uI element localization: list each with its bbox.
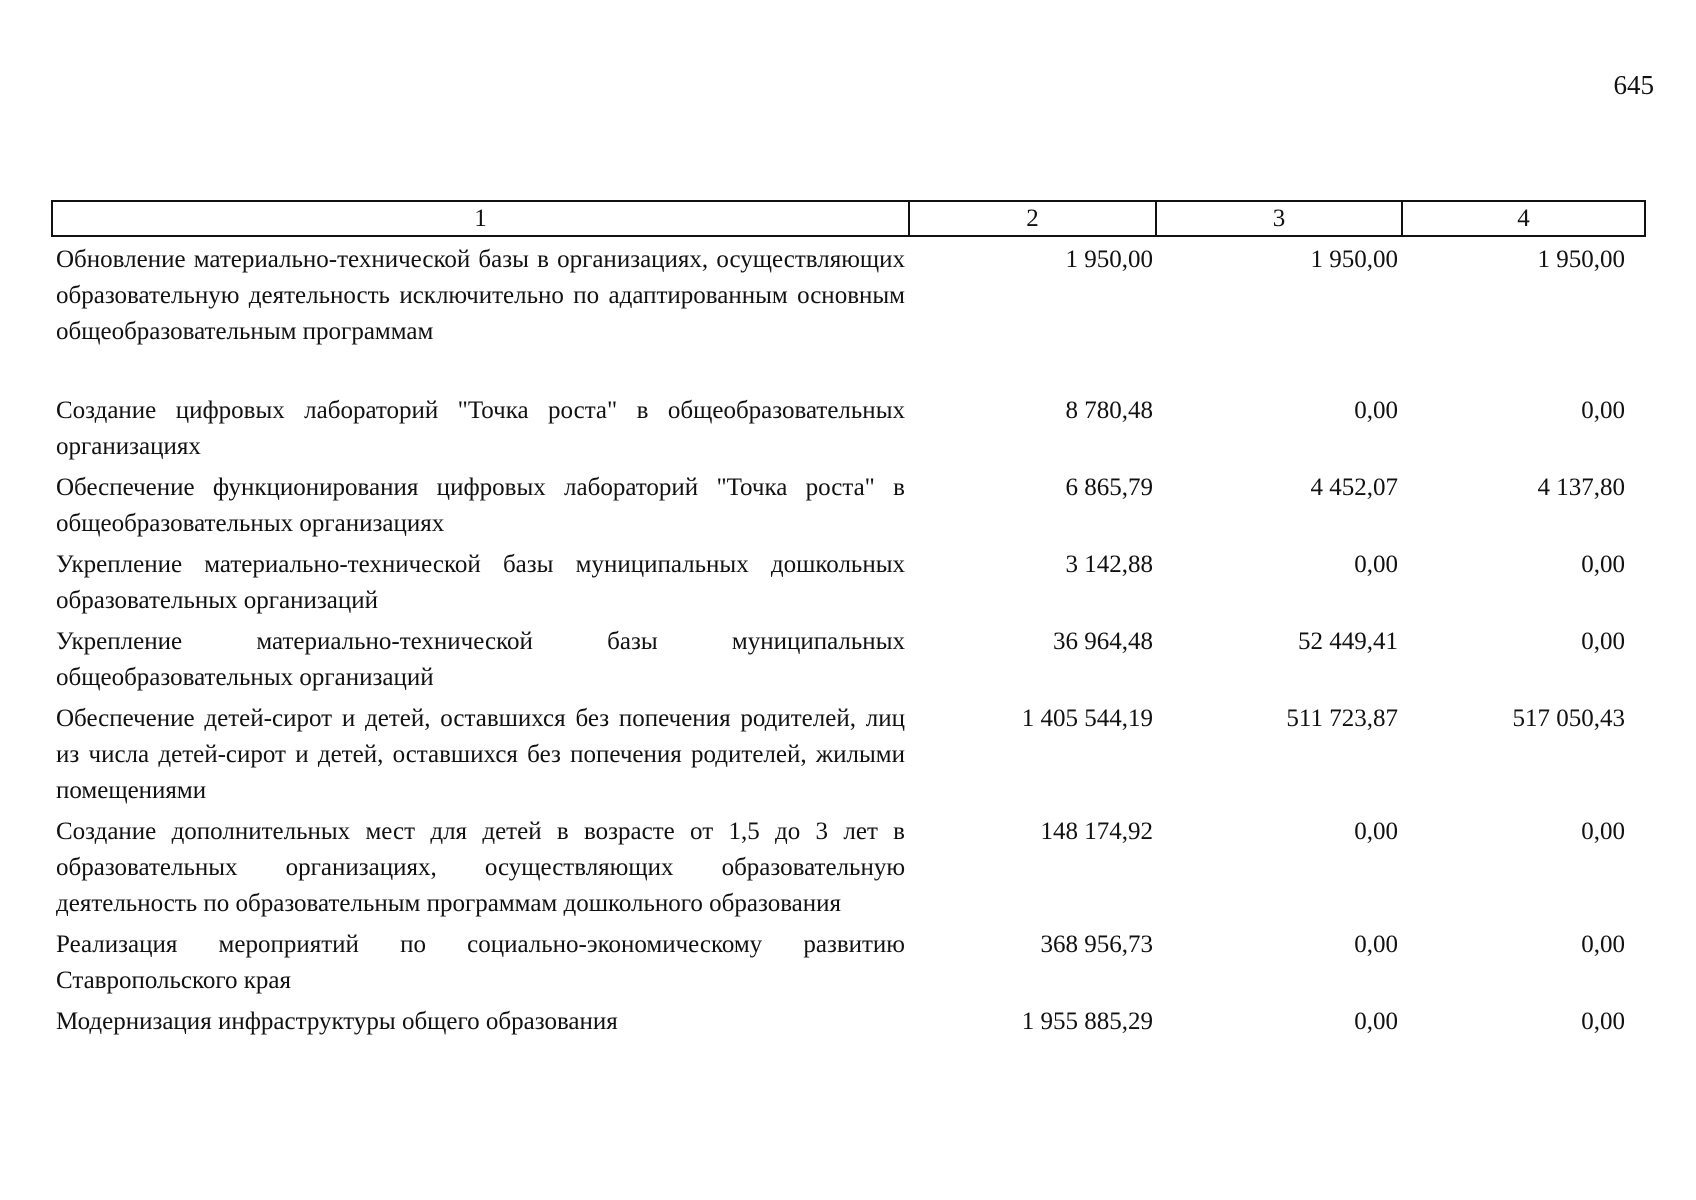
row-value-col4: 0,00: [1581, 1008, 1625, 1035]
row-value-col4: 0,00: [1581, 397, 1625, 424]
row-value-col4: 0,00: [1581, 931, 1625, 958]
row-name: Реализация мероприятий по социально-экономическому развитию Ставропольского края: [56, 931, 905, 994]
budget-table: [51, 200, 1646, 1040]
row-value-col4: 517 050,43: [1512, 705, 1625, 732]
table-row: [52, 809, 1645, 922]
row-value-col2: 368 956,73: [1040, 931, 1153, 958]
row-value-col2: 3 142,88: [1065, 551, 1153, 578]
row-name: Обеспечение детей-сирот и детей, оставшихся без попечения родителей, лиц из числа детей-сирот и детей, оставшихся без попечения родителей, жилыми помещениями: [56, 705, 905, 804]
table-row: [52, 465, 1645, 542]
row-value-col2: 1 955 885,29: [1021, 1008, 1153, 1035]
table-row: [52, 236, 1645, 350]
column-header-4: 4: [1402, 201, 1645, 236]
row-value-col2: 1 950,00: [1065, 246, 1153, 273]
row-value-col3: 511 723,87: [1286, 705, 1398, 732]
row-value-col3: 0,00: [1354, 931, 1398, 958]
row-value-col3: 1 950,00: [1310, 246, 1398, 273]
row-name: Укрепление материально-технической базы муниципальных общеобразовательных организаций: [56, 628, 905, 691]
row-name: Укрепление материально-технической базы муниципальных дошкольных образовательных организаций: [56, 551, 905, 614]
column-header-1: 1: [52, 201, 909, 236]
table-row: [52, 388, 1645, 465]
row-value-col3: 0,00: [1354, 1008, 1398, 1035]
row-value-col4: 0,00: [1581, 551, 1625, 578]
row-value-col3: 0,00: [1354, 551, 1398, 578]
table-header-row: [52, 201, 1645, 236]
row-value-col2: 6 865,79: [1065, 474, 1153, 501]
table-row: [52, 999, 1645, 1040]
table-row: [52, 696, 1645, 809]
table-row: [52, 619, 1645, 696]
row-value-col3: 52 449,41: [1298, 628, 1398, 655]
column-header-3: 3: [1156, 201, 1402, 236]
row-name: Создание дополнительных мест для детей в возрасте от 1,5 до 3 лет в образовательных организациях, осуществляющих образовательную деятельность по образовательным программам дошкольного образования: [56, 818, 905, 917]
row-name: Обеспечение функционирования цифровых лабораторий "Точка роста" в общеобразовательных организациях: [56, 474, 905, 537]
page-number: 645: [1613, 70, 1654, 100]
row-value-col3: 4 452,07: [1310, 474, 1398, 501]
row-name: Модернизация инфраструктуры общего образования: [56, 1008, 618, 1035]
row-name: Обновление материально-технической базы в организациях, осуществляющих образовательную деятельность исключительно по адаптированным основным общеобразовательным программам: [56, 246, 905, 345]
row-value-col4: 0,00: [1581, 818, 1625, 845]
row-value-col3: 0,00: [1354, 818, 1398, 845]
column-header-2: 2: [909, 201, 1156, 236]
row-value-col2: 8 780,48: [1065, 397, 1153, 424]
row-value-col3: 0,00: [1354, 397, 1398, 424]
row-spacer: [52, 350, 1645, 388]
row-value-col2: 148 174,92: [1040, 818, 1153, 845]
table-row: [52, 922, 1645, 999]
row-name: Создание цифровых лабораторий "Точка роста" в общеобразовательных организациях: [56, 397, 905, 460]
row-value-col2: 36 964,48: [1053, 628, 1153, 655]
row-value-col4: 1 950,00: [1537, 246, 1625, 273]
row-value-col4: 0,00: [1581, 628, 1625, 655]
row-value-col4: 4 137,80: [1537, 474, 1625, 501]
row-value-col2: 1 405 544,19: [1021, 705, 1153, 732]
table-row: [52, 542, 1645, 619]
